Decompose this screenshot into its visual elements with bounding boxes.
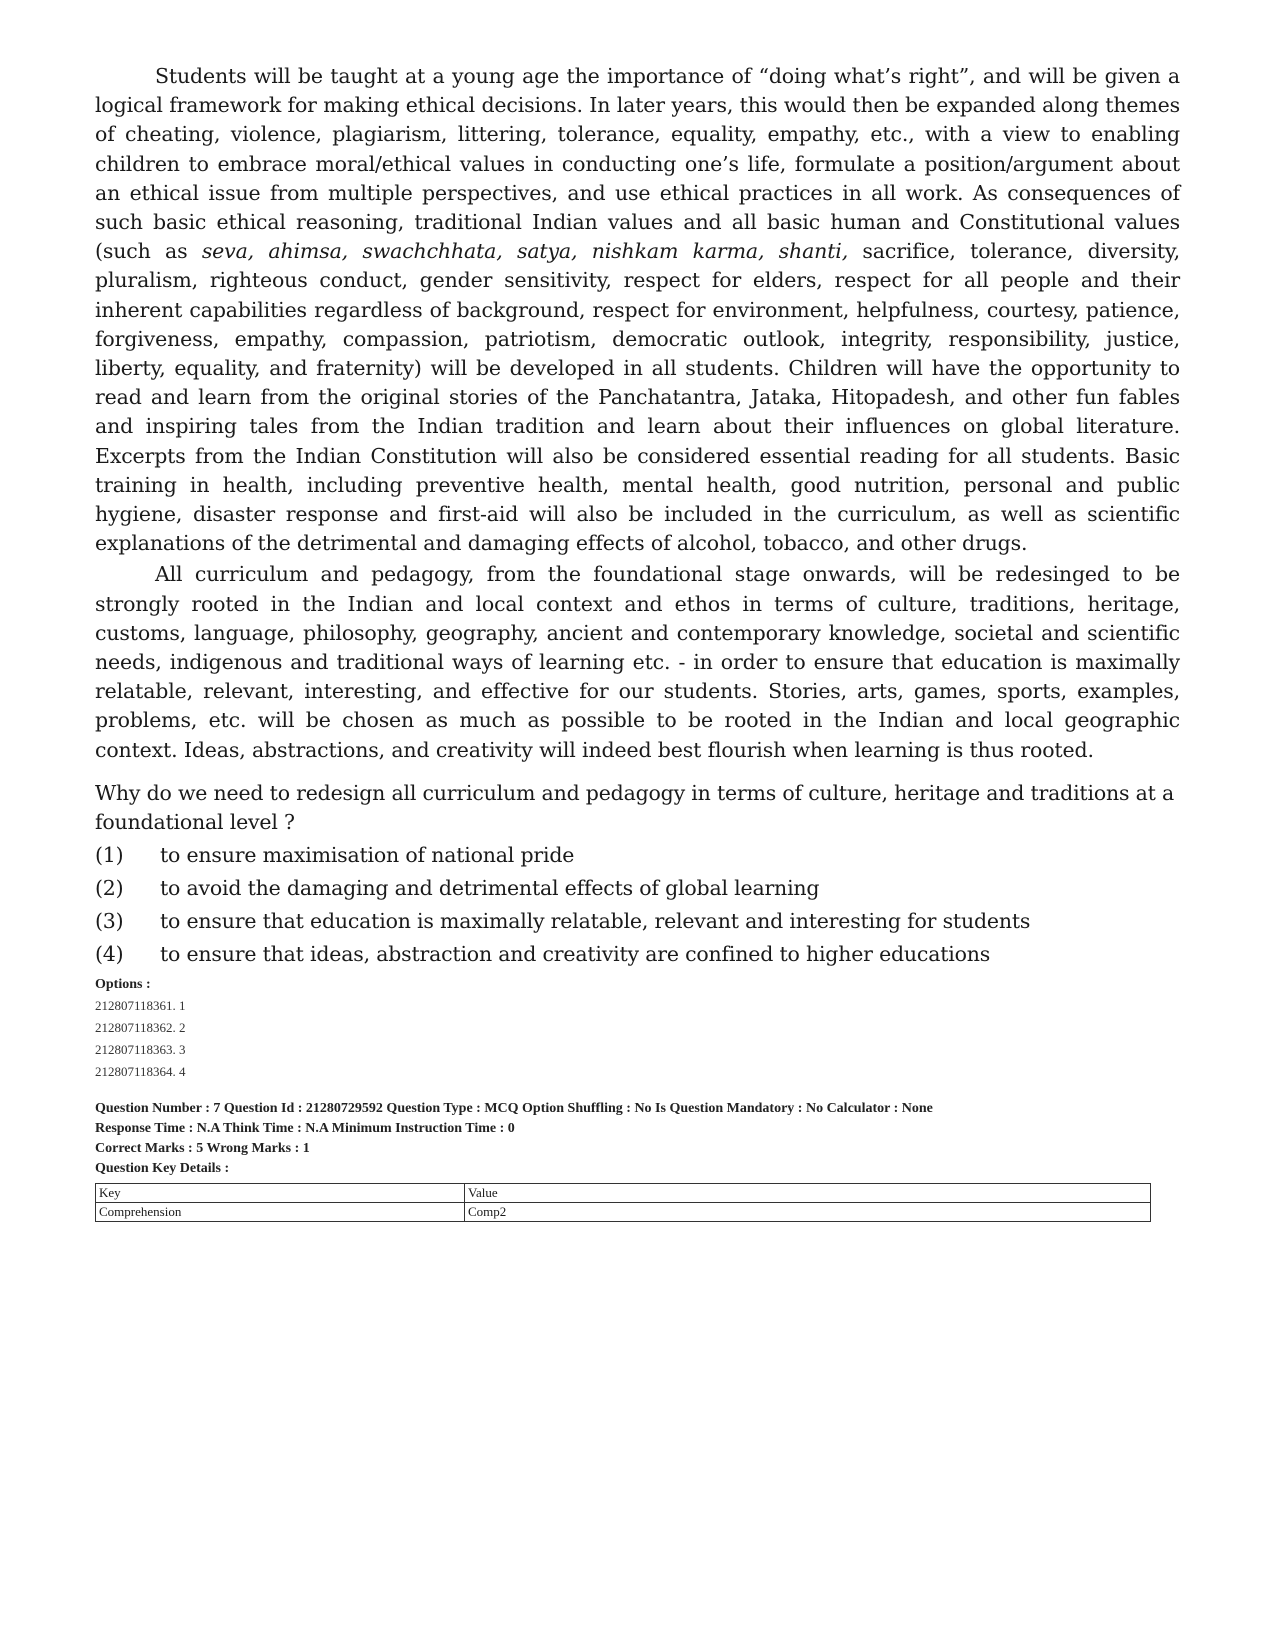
document-page bbox=[95, 62, 1180, 1222]
question-info bbox=[95, 1099, 1180, 1179]
table-row bbox=[96, 1202, 1151, 1221]
answer-option-text: to ensure maximisation of national pride bbox=[160, 842, 575, 867]
answer-option-number: (3) bbox=[95, 908, 124, 933]
question-info-line-3: Correct Marks : 5 Wrong Marks : 1 bbox=[95, 1140, 310, 1156]
passage-paragraph-1-text-b: sacrifice, tolerance, diversity, pluralism, righteous conduct, gender sensitivity, respect for elders, respect for all people and their inherent capabilities regardless of background, respect for environment, helpfulness, courtesy, patience, forgiveness, empathy, compassion, patriotism, democratic outlook, integrity, responsibility, justice, liberty, equality, and fraternity) will be developed in all students. Children will have the opportunity to read and learn from the original stories of the Panchatantra, Jataka, Hitopadesh, and other fun fables and inspiring tales from the Indian tradition and learn about their influences on global literature. Excerpts from the Indian Constitution will also be considered essential reading for all students. Basic training in health, including preventive health, mental health, good nutrition, personal and public hygiene, disaster response and first-aid will also be included in the curriculum, as well as scientific explanations of the detrimental and damaging effects of alcohol, tobacco, and other drugs. bbox=[95, 239, 1180, 556]
option-id-4: 212807118364. 4 bbox=[95, 1063, 186, 1079]
passage-paragraph-1-text-a: Students will be taught at a young age the importance of “doing what’s right”, and will be given a logical framework for making ethical decisions. In later years, this would then be expanded along themes of cheating, violence, plagiarism, littering, tolerance, equality, empathy, etc., with a view to enabling children to embrace moral/ethical values in conducting one’s life, formulate a position/argument about an ethical issue from multiple perspectives, and use ethical practices in all work. As consequences of such basic ethical reasoning, traditional Indian values and all basic human and Constitutional values (such as bbox=[95, 64, 1180, 264]
passage-paragraph-1-italic-terms: seva, ahimsa, swachchhata, satya, nishkam karma, shanti, bbox=[201, 239, 849, 264]
question-info-line-1: Question Number : 7 Question Id : 21280729592 Question Type : MCQ Option Shuffling : No Is Question Mandatory : No Calculator : None bbox=[95, 1100, 933, 1116]
question-key-table bbox=[95, 1183, 1151, 1222]
option-id-3: 212807118363. 3 bbox=[95, 1041, 186, 1057]
answer-option-number: (1) bbox=[95, 842, 124, 867]
answer-options bbox=[95, 839, 1180, 971]
table-header-row bbox=[96, 1183, 1151, 1202]
answer-option-text: to ensure that education is maximally relatable, relevant and interesting for students bbox=[160, 908, 1031, 933]
table-cell-key: Comprehension bbox=[96, 1202, 465, 1221]
question-info-line-4: Question Key Details : bbox=[95, 1160, 230, 1176]
answer-option-2 bbox=[95, 872, 1180, 905]
answer-option-text: to ensure that ideas, abstraction and creativity are confined to higher educations bbox=[160, 941, 991, 966]
option-ids-block bbox=[95, 975, 1180, 1083]
options-heading: Options : bbox=[95, 976, 151, 992]
table-header-value: Value bbox=[465, 1183, 1151, 1202]
passage-paragraph-1 bbox=[95, 62, 1180, 558]
answer-option-number: (2) bbox=[95, 875, 124, 900]
answer-option-4 bbox=[95, 938, 1180, 971]
answer-option-number: (4) bbox=[95, 941, 124, 966]
option-id-2: 212807118362. 2 bbox=[95, 1019, 186, 1035]
table-header-key: Key bbox=[96, 1183, 465, 1202]
option-id-1: 212807118361. 1 bbox=[95, 997, 186, 1013]
answer-option-3 bbox=[95, 905, 1180, 938]
answer-option-text: to avoid the damaging and detrimental effects of global learning bbox=[160, 875, 820, 900]
passage-paragraph-2: All curriculum and pedagogy, from the foundational stage onwards, will be redesinged to be strongly rooted in the Indian and local context and ethos in terms of culture, traditions, heritage, customs, language, philosophy, geography, ancient and contemporary knowledge, societal and scientific needs, indigenous and traditional ways of learning etc. - in order to ensure that education is maximally relatable, relevant, interesting, and effective for our students. Stories, arts, games, sports, examples, problems, etc. will be chosen as much as possible to be rooted in the Indian and local geographic context. Ideas, abstractions, and creativity will indeed best flourish when learning is thus rooted. bbox=[95, 562, 1180, 762]
table-cell-value: Comp2 bbox=[465, 1202, 1151, 1221]
answer-option-1 bbox=[95, 839, 1180, 872]
question-text: Why do we need to redesign all curriculum and pedagogy in terms of culture, heritage and traditions at a foundational level ? bbox=[95, 780, 1175, 834]
question-info-line-2: Response Time : N.A Think Time : N.A Minimum Instruction Time : 0 bbox=[95, 1120, 515, 1136]
